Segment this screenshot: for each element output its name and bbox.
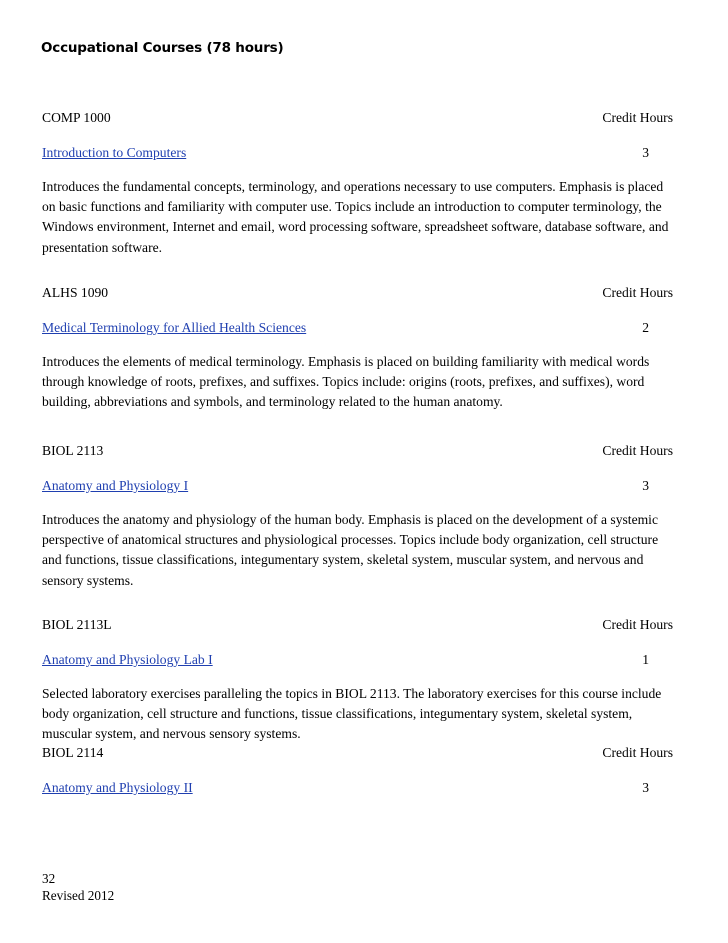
credit-hours-label: Credit Hours bbox=[602, 745, 673, 760]
course-title-link[interactable]: Anatomy and Physiology II bbox=[42, 780, 193, 795]
course-header-row bbox=[41, 743, 679, 763]
credit-hours-label: Credit Hours bbox=[602, 617, 673, 632]
course-code: BIOL 2113 bbox=[42, 443, 104, 458]
credit-hours-label: Credit Hours bbox=[602, 443, 673, 458]
page-footer bbox=[42, 870, 114, 904]
credit-hours-value: 3 bbox=[642, 780, 649, 795]
course-title-row bbox=[41, 318, 679, 338]
course-title-row bbox=[41, 778, 679, 798]
course-title-row bbox=[41, 650, 679, 670]
course-title-row bbox=[41, 143, 679, 163]
credit-hours-value: 2 bbox=[642, 320, 649, 335]
course-code: COMP 1000 bbox=[42, 110, 111, 125]
credit-hours-value: 3 bbox=[642, 478, 649, 493]
course-title-link[interactable]: Medical Terminology for Allied Health Sciences bbox=[42, 320, 307, 335]
section-title bbox=[41, 40, 283, 56]
course-block bbox=[41, 283, 679, 413]
course-block bbox=[41, 615, 679, 745]
course-code: BIOL 2113L bbox=[42, 617, 112, 632]
course-block bbox=[41, 743, 679, 798]
course-header-row bbox=[41, 615, 679, 635]
page-number: 32 bbox=[42, 871, 56, 886]
course-description: Introduces the elements of medical terminology. Emphasis is placed on building familiarity with medical words through knowledge of roots, prefixes, and suffixes. Topics include: origins (roots, prefixes, and suffixes), word building, abbreviations and symbols, and terminology related to the human anatomy. bbox=[42, 354, 650, 410]
course-header-row bbox=[41, 441, 679, 461]
course-code: ALHS 1090 bbox=[42, 285, 109, 300]
section-title-text: Occupational Courses bbox=[41, 40, 202, 56]
section-hours: (78 hours) bbox=[206, 40, 284, 56]
course-block bbox=[41, 108, 679, 258]
credit-hours-value: 1 bbox=[642, 652, 649, 667]
course-code: BIOL 2114 bbox=[42, 745, 104, 760]
course-header-row bbox=[41, 283, 679, 303]
course-description: Selected laboratory exercises paralleling the topics in BIOL 2113. The laboratory exercises for this course include body organization, cell structure and functions, tissue classifications, integumentary system, skeletal system, muscular system, and nervous sensory systems. bbox=[42, 686, 662, 742]
course-title-link[interactable]: Introduction to Computers bbox=[42, 145, 187, 160]
course-title-link[interactable]: Anatomy and Physiology Lab I bbox=[42, 652, 213, 667]
credit-hours-label: Credit Hours bbox=[602, 285, 673, 300]
course-title-row bbox=[41, 476, 679, 496]
credit-hours-value: 3 bbox=[642, 145, 649, 160]
credit-hours-label: Credit Hours bbox=[602, 110, 673, 125]
revised-note: Revised 2012 bbox=[42, 888, 115, 903]
course-block bbox=[41, 441, 679, 591]
course-description: Introduces the fundamental concepts, terminology, and operations necessary to use computers. Emphasis is placed on basic functions and familiarity with computer use. Topics include an introduction to computer terminology, the Windows environment, Internet and email, word processing software, spreadsheet software, database software, and presentation software. bbox=[42, 179, 669, 255]
course-title-link[interactable]: Anatomy and Physiology I bbox=[42, 478, 189, 493]
course-description: Introduces the anatomy and physiology of the human body. Emphasis is placed on the development of a systemic perspective of anatomical structures and physiological processes. Topics include body organization, cell structure and functions, tissue classifications, integumentary system, skeletal system, muscular system, and nervous and sensory systems. bbox=[42, 512, 659, 588]
course-header-row bbox=[41, 108, 679, 128]
